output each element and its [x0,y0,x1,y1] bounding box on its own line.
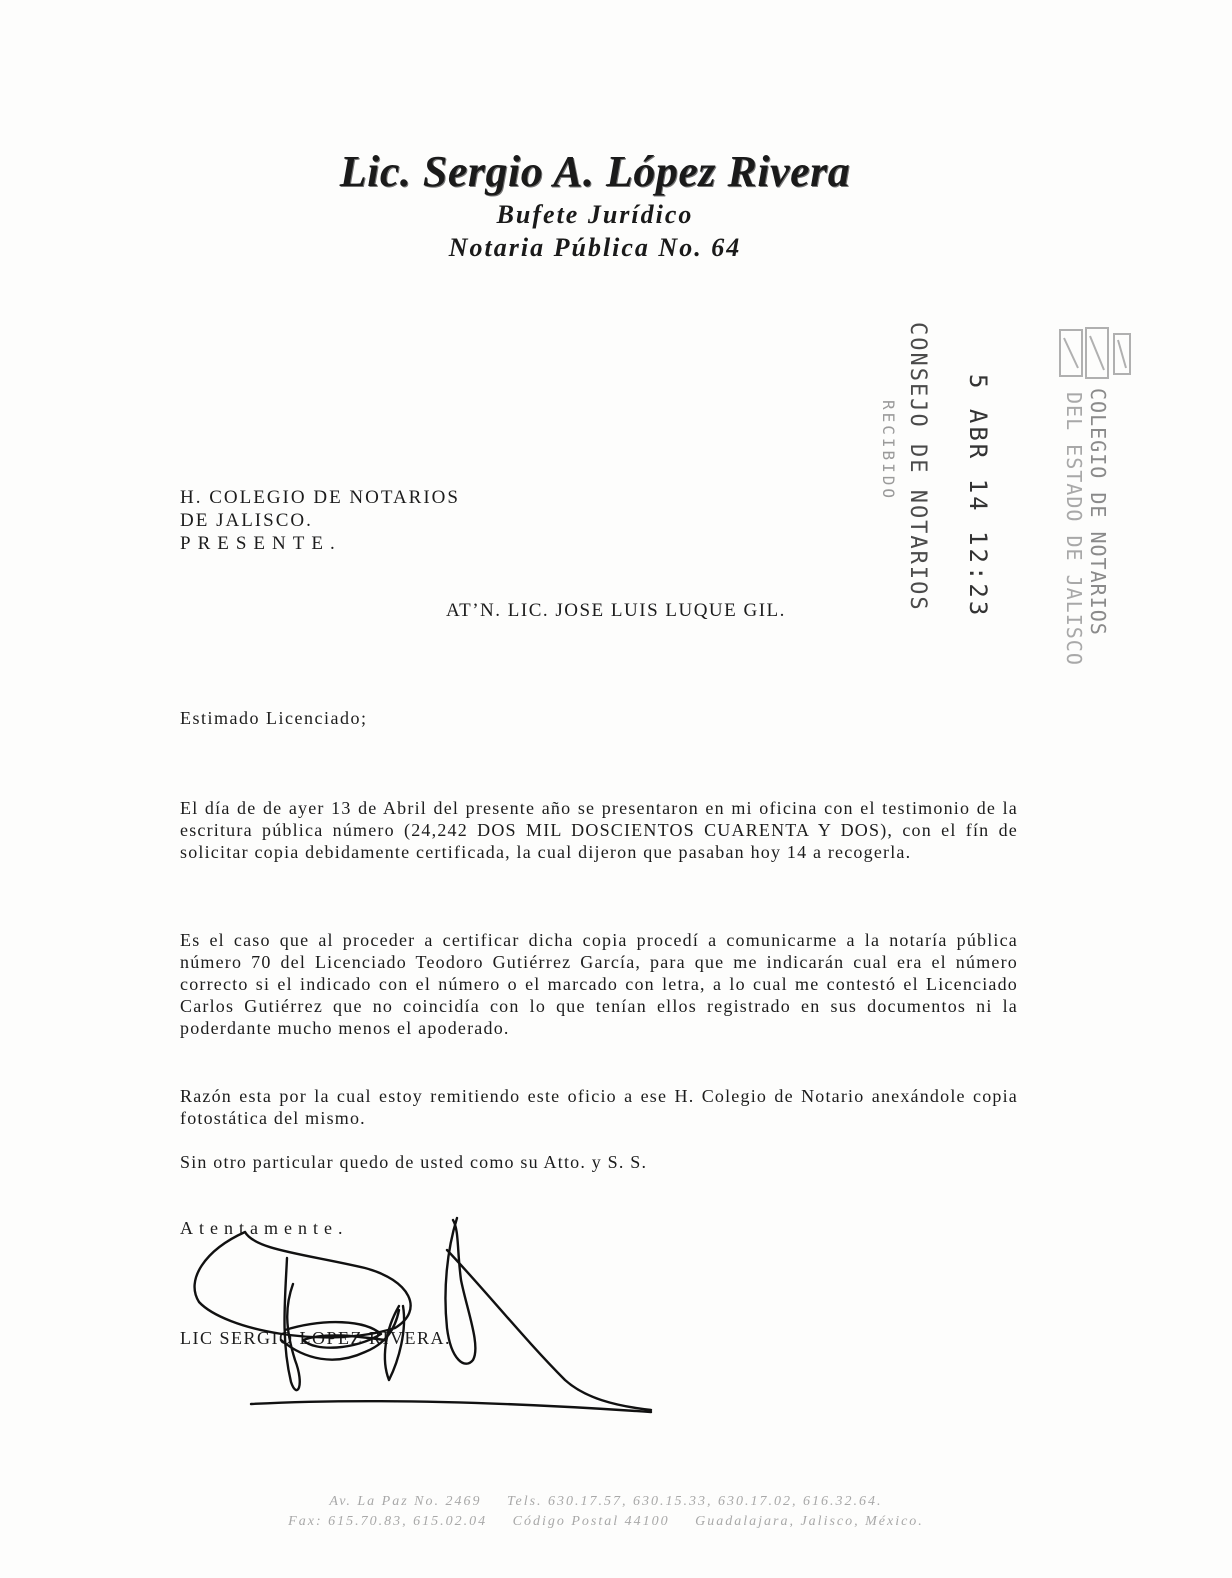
handwritten-signature [185,1210,665,1420]
attention-line: AT’N. LIC. JOSE LUIS LUQUE GIL. [446,600,786,621]
footer-line1 [0,1494,1222,1510]
footer-address: Av. La Paz No. 2469 [329,1494,482,1509]
received-stamp-label: RECIBIDO [879,400,898,502]
body-paragraph: Razón esta por la cual estoy remitiendo este oficio a ese H. Colegio de Notario anexándole copia fotostática del mismo. [180,1086,1018,1128]
recipient-line2: DE JALISCO. [180,510,313,531]
footer-city: Guadalajara, Jalisco, México. [695,1514,924,1529]
letterhead-notary-number: Notaria Pública No. 64 [448,233,742,262]
footer-line2 [0,1514,1222,1530]
footer-postal: Código Postal 44100 [512,1514,670,1529]
college-stamp-line1: COLEGIO DE NOTARIOS [1086,388,1110,636]
letterhead-name: Lic. Sergio A. López Rivera [339,147,851,196]
body-paragraph: Es el caso que al proceder a certificar dicha copia procedí a comunicarme a la notaría pública número 70 del Licenciado Teodoro Gutiérrez García, para que me indicarán cual era el número correcto si el indicado con el número o el marcado con letra, a lo cual me contestó el Licenciado Carlos Gutiérrez que no coincidía con lo que tenían ellos registrado en sus documentos ni la poderdante mucho menos el apoderado. [180,930,1018,1038]
college-stamp-line2: DEL ESTADO DE JALISCO [1062,392,1086,666]
recipient-line1: H. COLEGIO DE NOTARIOS [180,487,460,508]
signer-name: LIC SERGIO LOPEZ RIVERA. [180,1328,451,1348]
received-stamp-date: 5 ABR 14 12:23 [964,374,992,619]
footer-fax: Fax: 615.70.83, 615.02.04 [288,1514,488,1529]
closing: Atentamente. [180,1218,349,1238]
received-stamp-org: CONSEJO DE NOTARIOS [905,322,930,612]
salutation: Estimado Licenciado; [180,708,368,728]
letterhead-firm: Bufete Jurídico [496,200,694,229]
college-seal-icon [1056,324,1136,382]
body-paragraph: El día de de ayer 13 de Abril del presente año se presentaron en mi oficina con el testimonio de la escritura pública número (24,242 DOS MIL DOSCIENTOS CUARENTA Y DOS), con el fín de solicitar copia debidamente certificada, la cual dijeron que pasaban hoy 14 a recogerla. [180,798,1018,862]
footer-phones: Tels. 630.17.57, 630.15.33, 630.17.02, 616.32.64. [507,1494,883,1509]
body-paragraph: Sin otro particular quedo de usted como su Atto. y S. S. [180,1152,648,1172]
recipient-line3: PRESENTE. [180,533,342,554]
